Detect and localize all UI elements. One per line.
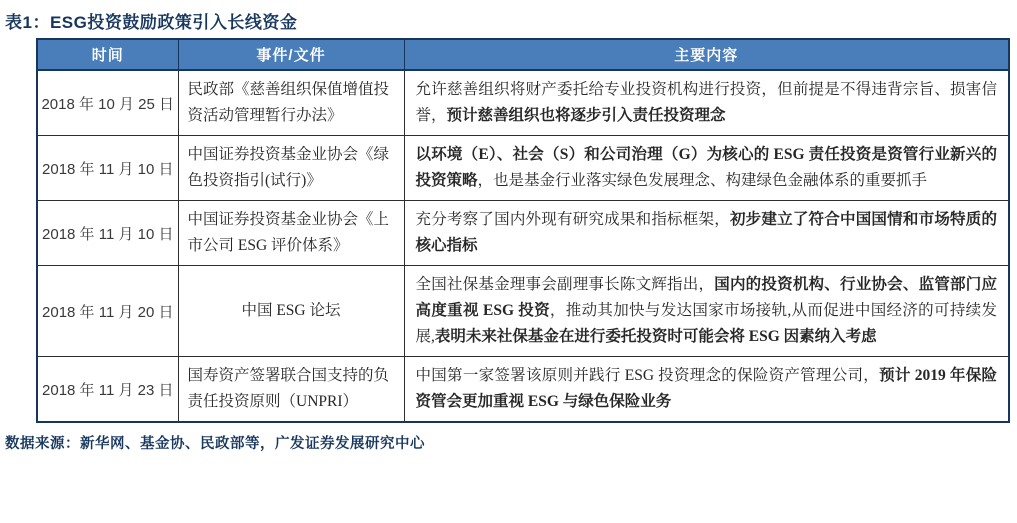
table-row (37, 136, 1009, 201)
table-header-row (37, 39, 1009, 70)
content-segment: 充分考察了国内外现有研究成果和指标框架， (415, 211, 730, 228)
content-segment: 中国第一家签署该原则并践行 ESG 投资理念的保险资产管理公司， (415, 367, 880, 384)
date-cell: 2018 年 11 月 23 日 (37, 357, 178, 423)
data-source-note: 数据来源：新华网、基金协、民政部等，广发证券发展研究中心 (5, 436, 425, 452)
event-cell: 中国证券投资基金业协会《绿色投资指引(试行)》 (178, 136, 404, 201)
table-body (37, 70, 1009, 422)
date-cell: 2018 年 11 月 10 日 (37, 136, 178, 201)
content-bold-segment: 预计 2019 年保险资管会更加重视 ESG 与绿色保险业务 (415, 367, 997, 410)
page-title: 表1：ESG投资鼓励政策引入长线资金 (5, 13, 298, 32)
content-cell (404, 70, 1009, 136)
content-bold-segment: 初步建立了符合中国国情和市场特质的核心指标 (415, 211, 997, 254)
date-cell: 2018 年 11 月 10 日 (37, 201, 178, 266)
content-segment: ，也是基金行业落实绿色发展理念、构建绿色金融体系的重要抓手 (477, 172, 928, 189)
event-cell: 中国证券投资基金业协会《上市公司 ESG 评价体系》 (178, 201, 404, 266)
content-segment: ，推动其加快与发达国家市场接轨,从而促进中国经济的可持续发展, (415, 302, 997, 345)
date-cell: 2018 年 10 月 25 日 (37, 70, 178, 136)
header-main-content: 主要内容 (404, 39, 1009, 70)
content-segment: 允许慈善组织将财产委托给专业投资机构进行投资，但前提是不得违背宗旨、损害信誉， (415, 81, 997, 124)
content-cell (404, 201, 1009, 266)
content-bold-segment: 表明未来社保基金在进行委托投资时可能会将 ESG 因素纳入考虑 (434, 328, 877, 345)
policy-table (36, 38, 1010, 423)
event-cell: 中国 ESG 论坛 (178, 266, 404, 357)
content-bold-segment: 国内的投资机构、行业协会、监管部门应高度重视 ESG 投资 (415, 276, 997, 319)
content-cell (404, 266, 1009, 357)
date-cell: 2018 年 11 月 20 日 (37, 266, 178, 357)
header-time: 时间 (37, 39, 178, 70)
header-event-file: 事件/文件 (178, 39, 404, 70)
event-cell: 国寿资产签署联合国支持的负责任投资原则（UNPRI） (178, 357, 404, 423)
content-bold-segment: 以环境（E）、社会（S）和公司治理（G）为核心的 ESG 责任投资是资管行业新兴的投资策略 (415, 146, 997, 189)
table-row (37, 201, 1009, 266)
table-row (37, 70, 1009, 136)
table-row (37, 357, 1009, 423)
content-segment: 全国社保基金理事会副理事长陈文辉指出， (415, 276, 715, 293)
table-row (37, 266, 1009, 357)
event-cell: 民政部《慈善组织保值增值投资活动管理暂行办法》 (178, 70, 404, 136)
content-cell (404, 136, 1009, 201)
content-bold-segment: 预计慈善组织也将逐步引入责任投资理念 (446, 107, 726, 124)
content-cell (404, 357, 1009, 423)
